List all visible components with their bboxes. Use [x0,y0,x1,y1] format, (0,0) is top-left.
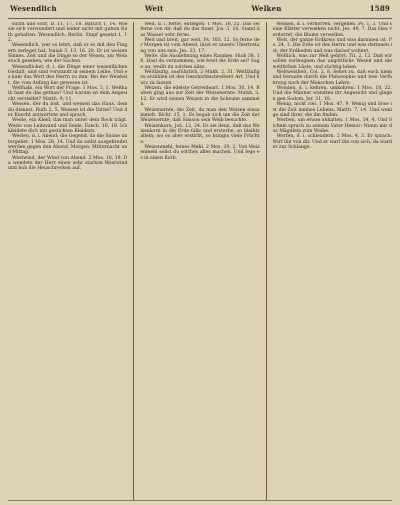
column-middle [140,22,259,500]
paragraph: Westen, d. i. Abend; die Gegend, da die Sonne untergehet. 1 Mos. 28, 14. Und du sollst ausgebreitet werden gegen den Abend, Morgen, Mitternacht und Mittag. [8,134,128,156]
paragraph: Wenden, d. i. kehren, umkehren. 1 Mos. 18, 22. Und die Männer wandten ihr Angesicht und gingen gen Sodom. Jer. 31, 18. [272,86,392,102]
text-columns [8,22,392,500]
paragraph: Wenig, nicht viel. 1 Mos. 47, 9. Wenig und böse ist die Zeit meines Lebens. Matth. 7, 14. Und wenige sind ihrer, die ihn finden. [272,102,392,118]
paragraph: Wesendlicher, d. i. die Dinge einer wesentlichen Gestalt; und sind verwandt in seinem Leibe. Und es kam das Wort des Herrn zu ihm. Bei der Weisheit, die vom Anfang her gewesen ist. [8,64,128,86]
paragraph: Weizenkorn, Joh. 12, 24. Es sei denn, daß das Weizenkorn in die Erde falle und ersterbe, so bleibts allein; wo es aber erstirbt, so bringts viele Früchte. [140,123,260,145]
column-divider [133,22,134,500]
paragraph: Welken, d. i. verdorren, vergehen. Ps. 1, 3. Und seine Blätter verwelken nicht. Jes. 40, 7. Das Heu verdorret, die Blume verwelket. [272,22,392,38]
paragraph: sucht und sollt, D. 11. 17. 18. Baruch 1, 14. Wie sie sich verwundert und leider nicht mit gutem Rath gehalten. Wesendlich. Berlin. Stapf gesetzt 1, 12. [8,22,128,44]
paragraph: Weit, d. i. ferne, entlegen. 1 Mos. 18, 25. Das sei ferne von dir, daß du das thust. Jos. 3, 16. Stand das Wasser sehr ferne. [140,22,260,38]
bottom-rule [8,500,392,501]
paragraph: Werben, um etwas anhalten. 1 Mos. 34, 4. Und Sichem sprach zu seinem Vater Hemor: Nimm mir das Mägdlein zum Weibe. [272,118,392,134]
paragraph: Werfen, d. i. schleudern. 2 Mos. 4, 3. Er sprach: Wirf ihn von dir. Und er warf ihn von sich; da ward er zur Schlange. [272,134,392,150]
header-left-keyword: Wesendlich [10,4,57,13]
paragraph: Weltlich, was zur Welt gehört. Tit. 2, 12. Daß wir sollen verleugnen das ungöttliche Wesen und die weltlichen Lüste, und züchtig leben. [272,54,392,70]
paragraph: Wessen, der du bist, und wessen das Haus, dem du dienest. Ruth 2, 5. Wessen ist die Dirne? Und der Knecht antwortete und sprach. [8,102,128,118]
paragraph: Weit und breit, gar weit. Ps. 103, 12. So ferne der Morgen ist vom Abend, lässt er unsere Übertretung von uns sein. Jes. 33, 17. [140,38,260,54]
paragraph: Weizenmehl, feines Mehl. 2 Mos. 29, 2. Von Weizenmehl sollst du solches alles machen. Und lege es in einen Korb. [140,144,260,161]
paragraph: Weste, ein Kleid, das man unter dem Rock trägt. Weste von Leinwand und Seide. Ezech. 16, 10. Ich kleidete dich mit gestickten Kleidern. [8,118,128,134]
column-left [8,22,127,500]
paragraph: Weite, die Ausdehnung eines Raumes. Hiob 38, 18. Hast du vernommen, wie breit die Erde sei? Sage an, weißt du solches alles. [140,54,260,70]
paragraph: Weßhalb, ein Wort der Frage. 1 Mos. 3, 1. Weßhalb hast du das gethan? Und warum ist dein Angesicht verstellet? Matth. 9, 11. [8,86,128,102]
column-divider [266,22,267,500]
column-right [273,22,392,500]
paragraph: Westwind, der Wind von Abend. 2 Mos. 10, 19. Da wendete der Herr einen sehr starken Westwind und hub die Heuschrecken auf. [8,155,128,172]
page-number: 1589 [369,4,390,13]
paragraph: Welt, der ganze Erdkreis und was darinnen ist. Ps. 24, 1. Die Erde ist des Herrn und was darinnen ist; der Erdboden und was darauf wohnet. [272,38,392,54]
header-center-keyword: Weit [144,4,164,13]
paragraph: Weizenernte, die Zeit, da man den Weizen einsammelt. Richt. 15, 1. Es begab sich um die Zeit der Weizenernte, daß Simson sein Weib besuchte. [140,107,260,124]
page-header [8,4,392,19]
paragraph: Weizen, die edelste Getreideart. 1 Mos. 30, 14. Ruben ging aus zur Zeit der Weizenernte. Matth. 3, 12. Er wird seinen Weizen in die Scheune sammeln. [140,86,260,108]
paragraph: Wesendlich, wer es lehrt, daß er es mit den Fingern zerleget hat. Isaiah 3, 13. 16. 28. Er ist weisen Sinnes. Zeit und die Dinge so der Wesen, am Weinstock gesehen, wie der Sachen. [8,43,128,65]
paragraph: Weltweisheit, Col. 2, 8. Sehet zu, daß euch niemand beraube durch die Philosophie und lose Verführung nach der Menschen Lehre. [272,70,392,86]
paragraph: Weitläufig, ausführlich. 2 Makk. 2, 31. Weitläufig zu erzählen ist des Geschichtschreibers Art. Und kurz zu fassen. [140,70,260,86]
header-right-keyword: Welken [251,4,282,13]
